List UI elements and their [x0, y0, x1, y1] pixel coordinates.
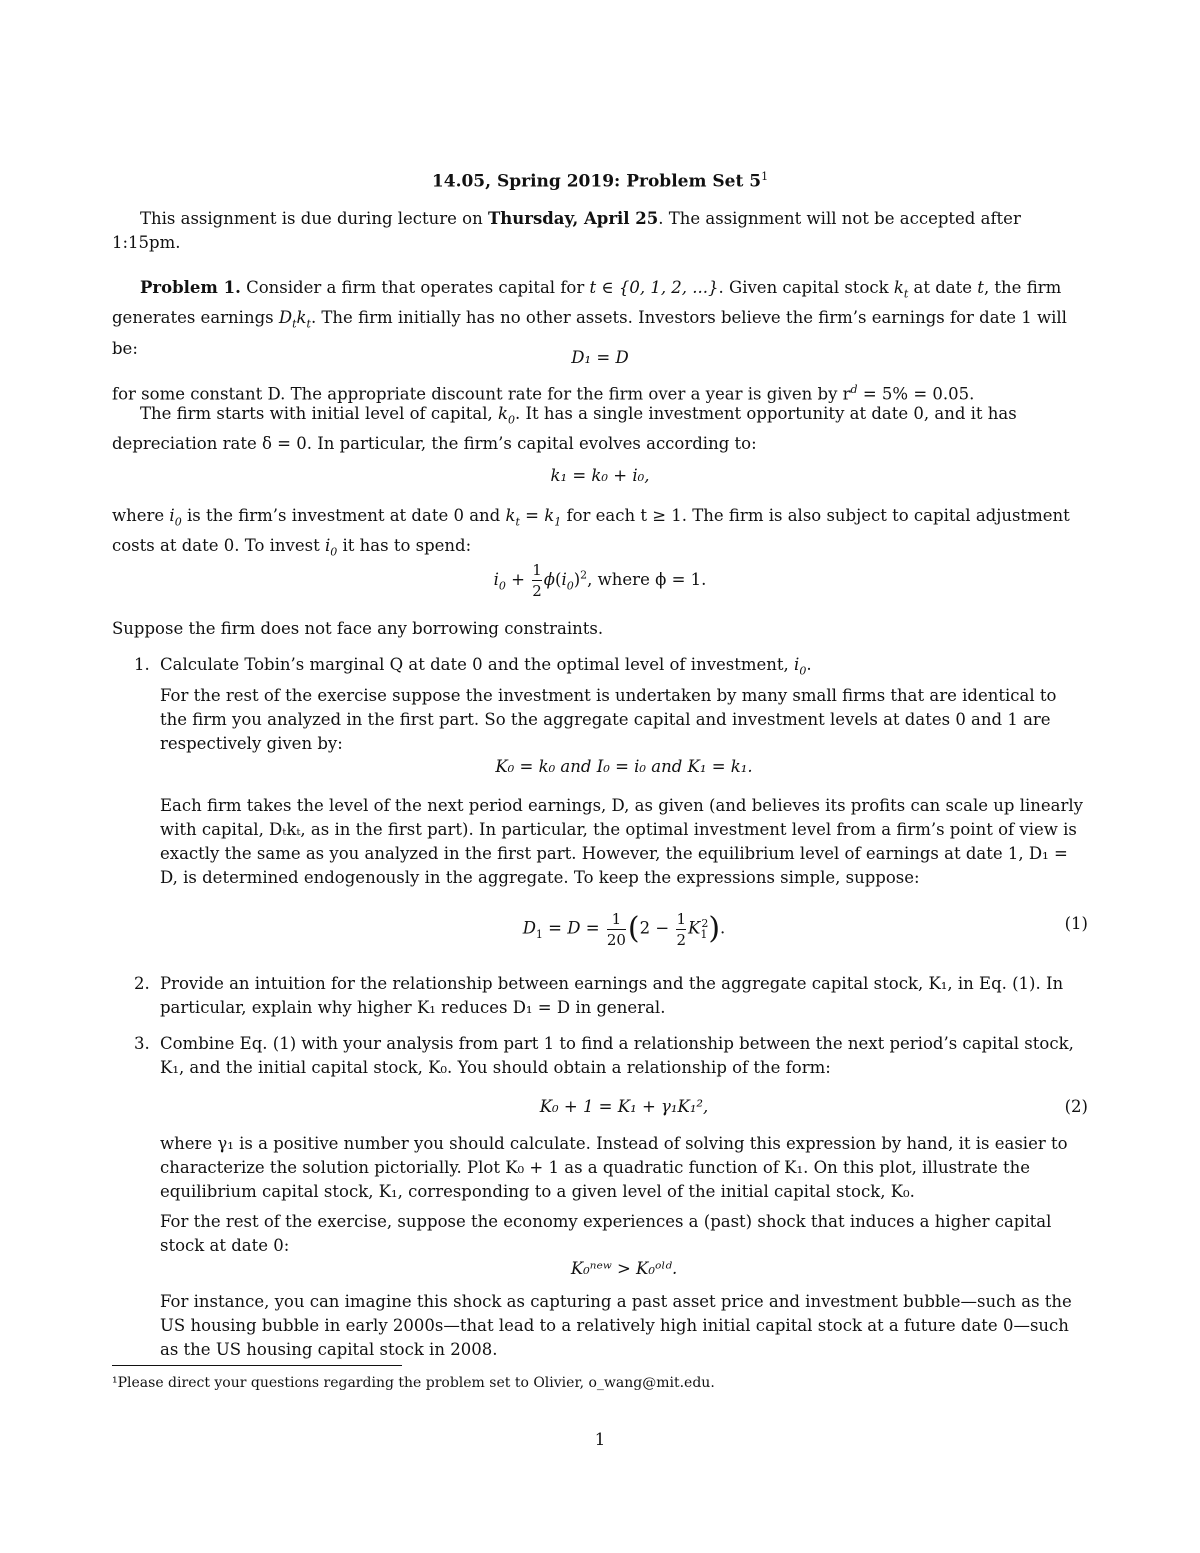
- due-date: Thursday, April 25: [488, 209, 659, 228]
- intro-paragraph: This assignment is due during lecture on Thursday, April 25. The assignment will not be accepted after 1:15pm.: [112, 209, 1021, 252]
- list-number: 1.: [134, 655, 150, 674]
- equation-k1: k₁ = k₀ + i₀,: [550, 466, 650, 485]
- list-item-1-text-2: Each firm takes the level of the next period earnings, D, as given (and believes its profits can scale up linearly with capital, Dₜkₜ, as in the first part). In particular, the optimal investment level from a firm’s point of view is exactly the same as you analyzed in the first part. However, the equilibrium level of earnings at date 1, D₁ = D, is determined endogenously in the aggregate. To keep the expressions simple, suppose:: [160, 796, 1084, 887]
- where-paragraph: where $i_0$ is the firm’s investment at date 0 and $k_t = k_1$ for each t ≥ 1. The firm is also subject to capital adjustment costs at date 0. To invest $i_0$ it has to spend:: [112, 506, 1070, 559]
- discount-paragraph: for some constant D. The appropriate discount rate for the firm over a year is given by $r^d = 5\% = 0.05$.: [112, 383, 975, 404]
- equation-aggregate: K₀ = k₀ and I₀ = i₀ and K₁ = k₁.: [495, 757, 753, 776]
- capital-paragraph: The firm starts with initial level of capital, $k_0$. It has a single investment opportunity at date 0, and it has depreciation rate δ = 0. In particular, the firm’s capital evolves according to:: [112, 404, 1017, 454]
- list-item-3-text-3: For instance, you can imagine this shock as capturing a past asset price and investment bubble—such as the US housing bubble in early 2000s—that lead to a relatively high initial capital stock at a future date 0—such as the US housing capital stock in 2008.: [160, 1292, 1072, 1359]
- equation-1: $D_1 = D$ = $\frac{1}{20}$ (2 − $\frac{1}{2}$ $K_1^2$). (1): [160, 902, 1088, 957]
- equation-2: K₀ + 1 = K₁ + γ₁K₁², (2): [160, 1093, 1088, 1121]
- list-item-3-text-2: For the rest of the exercise, suppose the economy experiences a (past) shock that induces a higher capital stock at date 0:: [160, 1212, 1052, 1255]
- list-item-2: 2. Provide an intuition for the relationship between earnings and the aggregate capital stock, K₁, in Eq. (1). In particular, explain why higher K₁ reduces D₁ = D in general.: [134, 974, 1064, 1017]
- footnote-mark: 1: [761, 170, 769, 183]
- list-number: 2.: [134, 974, 150, 993]
- equation-number: (1): [1064, 914, 1088, 933]
- title-text: 14.05, Spring 2019: Problem Set 5: [431, 171, 762, 192]
- list-number: 3.: [134, 1034, 150, 1053]
- list-item-1: 1. Calculate Tobin’s marginal Q at date 0 and the optimal level of investment, $i_0$.: [134, 655, 812, 678]
- equation-d1: D₁ = D: [571, 348, 629, 367]
- footnote: ¹Please direct your questions regarding the problem set to Olivier, o_wang@mit.edu.: [112, 1375, 715, 1391]
- list-item-3: 3. Combine Eq. (1) with your analysis from part 1 to find a relationship between the next period’s capital stock, K₁, and the initial capital stock, K₀. You should obtain a relationship of the form:: [134, 1034, 1074, 1077]
- document-title: [0, 170, 1200, 192]
- list-item-3-text: where γ₁ is a positive number you should calculate. Instead of solving this expression by hand, it is easier to characterize the solution pictorially. Plot K₀ + 1 as a quadratic function of K₁. On this plot, illustrate the equilibrium capital stock, K₁, corresponding to a given level of the initial capital stock, K₀.: [160, 1134, 1068, 1201]
- equation-cost: $i_0$ + $\frac{1}{2}$ $\phi(i_0)^2$, where ϕ = 1.: [493, 561, 707, 600]
- borrowing-paragraph: Suppose the firm does not face any borrowing constraints.: [112, 619, 604, 638]
- list-item-1-text: For the rest of the exercise suppose the investment is undertaken by many small firms that are identical to the firm you analyzed in the first part. So the aggregate capital and investment levels at dates 0 and 1 are respectively given by:: [160, 686, 1057, 753]
- equation-number: (2): [1064, 1097, 1088, 1116]
- footnote-rule: [112, 1365, 402, 1366]
- problem1-paragraph: Problem 1. Consider a firm that operates capital for t ∈ {0, 1, 2, ...}. Given capital stock $k_t$ at date t, the firm generates earnings $D_tk_t$. The firm initially has no other assets. Investors believe the firm’s earnings for date 1 will be:: [112, 278, 1067, 358]
- page-number: 1: [594, 1430, 606, 1449]
- equation-3: K₀ⁿᵉʷ > K₀ᵒˡᵈ.: [570, 1259, 678, 1278]
- problem-label: Problem 1.: [140, 278, 241, 297]
